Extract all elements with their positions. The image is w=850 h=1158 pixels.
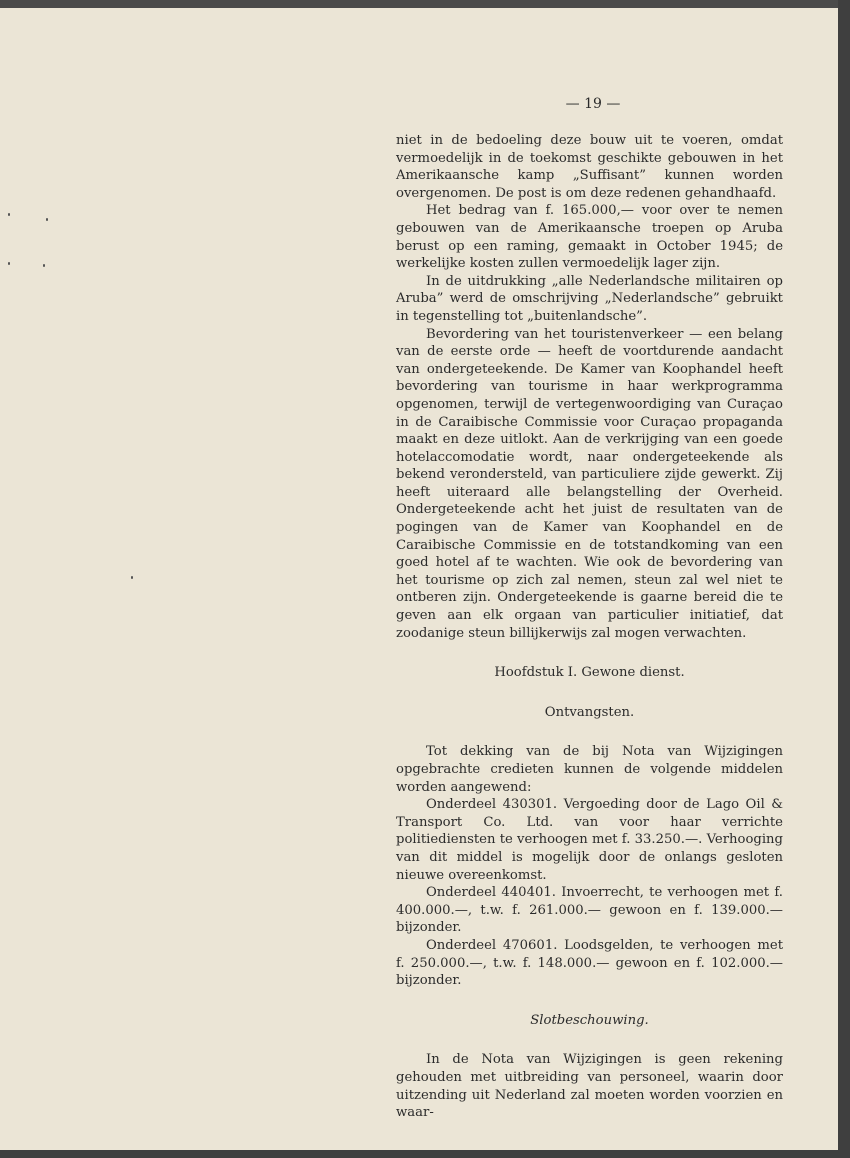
scan-edge-bottom bbox=[0, 1150, 850, 1158]
scan-speck bbox=[46, 218, 48, 221]
paragraph: In de Nota van Wijzigingen is geen rekening gehouden met uitbreiding van personeel, waarin door uitzending uit Nederland zal moeten worden voorzien en waar- bbox=[396, 1052, 783, 1121]
paragraph: Bevordering van het touristenverkeer — een belang van de eerste orde — heeft de voortdurende aandacht van ondergeteekende. De Kamer van Koophandel heeft bevordering van tourisme in haar werkprogramma opgenomen, terwijl de vertegenwoordiging van Curaçao in de Caraibische Commissie voor Curaçao propaganda maakt en deze uitlokt. Aan de verkrijging van een goede hotelaccomodatie wordt, naar ondergeteekende als bekend verondersteld, van particuliere zijde gewerkt. Zij heeft uiteraard alle belangstelling der Overheid. Ondergeteekende acht het juist de resultaten van de pogingen van de Kamer van Koophandel en de Caraibische Commissie en de totstandkoming van een goed hotel af te wachten. Wie ook de bevordering van het tourisme op zich zal nemen, steun zal wel niet te ontberen zijn. Ondergeteekende is gaarne bereid die te geven aan elk orgaan van particulier initiatief, dat zoodanige steun billijkerwijs zal mogen verwachten. bbox=[396, 326, 783, 641]
paragraph: Onderdeel 440401. Invoerrecht, te verhoogen met f. 400.000.—, t.w. f. 261.000.— gewoon en f. 139.000.— bijzonder. bbox=[396, 885, 783, 936]
section-heading-receipts: Ontvangsten. bbox=[544, 704, 635, 720]
scan-speck bbox=[8, 262, 10, 265]
paragraph: Tot dekking van de bij Nota van Wijzigingen opgebrachte credieten kunnen de volgende middelen worden aangewend: bbox=[396, 744, 783, 795]
paragraph: Het bedrag van f. 165.000,— voor over te nemen gebouwen van de Amerikaansche troepen op Aruba berust op een raming, gemaakt in October 1945; de werkelijke kosten zullen vermoedelijk lager zijn. bbox=[396, 203, 783, 272]
paragraph: niet in de bedoeling deze bouw uit te voeren, omdat vermoedelijk in de toekomst geschikte gebouwen in het Amerikaansche kamp „Suffisant” kunnen worden overgenomen. De post is om deze redenen gehandhaafd. bbox=[396, 133, 783, 201]
document-page bbox=[0, 8, 838, 1150]
section-heading-closing: Slotbeschouwing. bbox=[530, 1012, 649, 1028]
chapter-heading: Hoofdstuk I. Gewone dienst. bbox=[494, 665, 685, 681]
paragraph: In de uitdrukking „alle Nederlandsche militairen op Aruba” werd de omschrijving „Nederlandsche” gebruikt in tegenstelling tot „buitenlandsche”. bbox=[396, 273, 783, 324]
paragraph: Onderdeel 430301. Vergoeding door de Lago Oil & Transport Co. Ltd. van voor haar verrichte politiediensten te verhoogen met f. 33.250.—. Verhooging van dit middel is mogelijk door de onlangs gesloten nieuwe overeenkomst. bbox=[396, 797, 783, 883]
text-column bbox=[396, 132, 783, 1122]
scan-speck bbox=[8, 213, 10, 216]
scan-edge-right bbox=[838, 0, 850, 1158]
page-number: — 19 — bbox=[565, 96, 621, 112]
paragraph: Onderdeel 470601. Loodsgelden, te verhoogen met f. 250.000.—, t.w. f. 148.000.— gewoon en f. 102.000.— bijzonder. bbox=[396, 937, 783, 989]
scan-speck bbox=[131, 576, 133, 579]
scan-speck bbox=[43, 264, 45, 267]
